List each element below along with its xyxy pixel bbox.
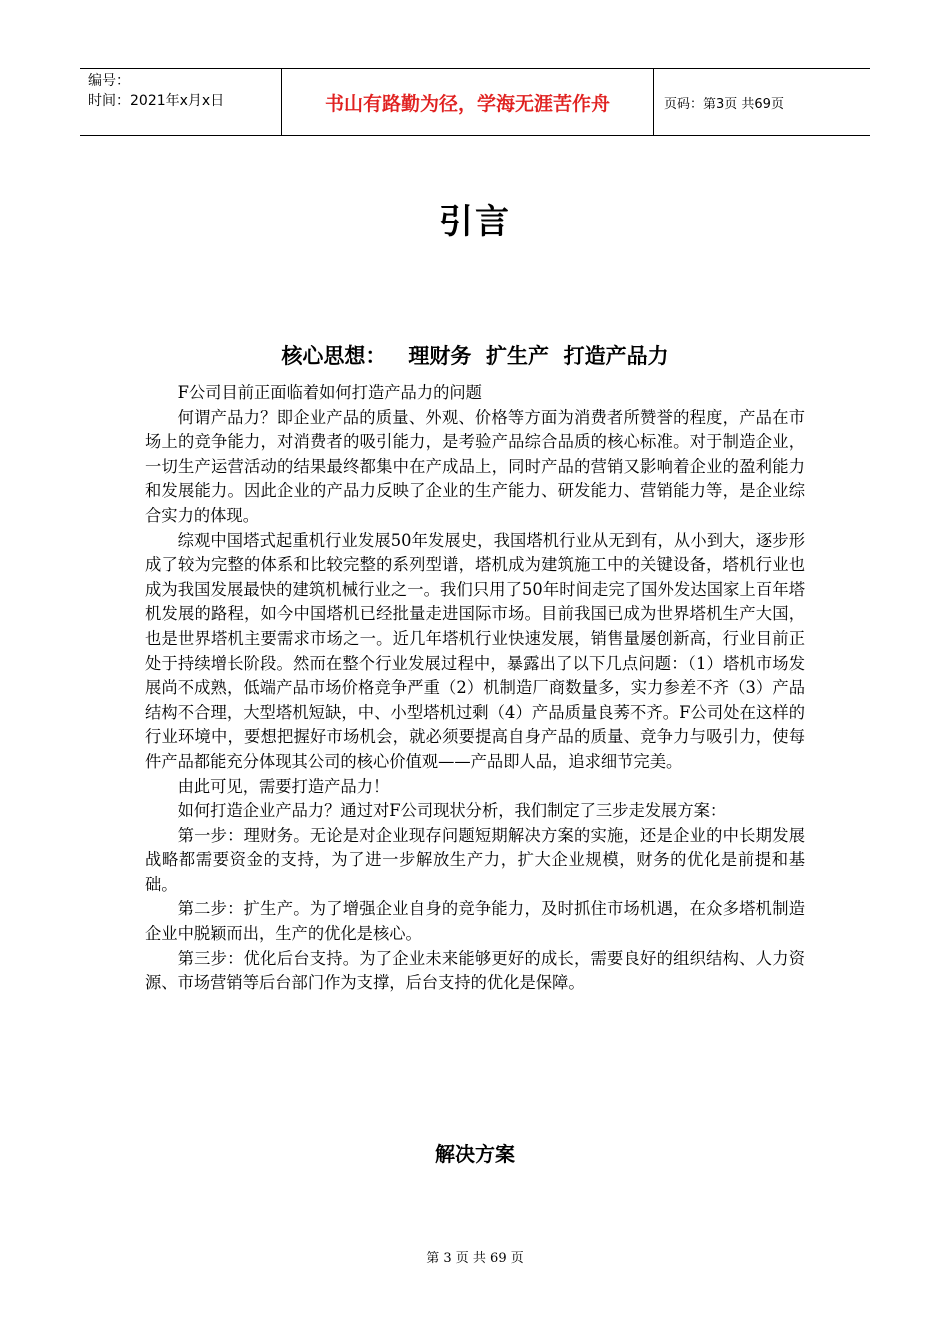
time-label: 时间：2021年x月x日 [88, 93, 225, 109]
paragraph: 何谓产品力？即企业产品的质量、外观、价格等方面为消费者所赞誉的程度，产品在市场上的竞争能力，对消费者的吸引能力，是考验产品综合品质的核心标准。对于制造企业，一切生产运营活动的结果最终都集中在产成品上，同时产品的营销又影响着企业的盈利能力和发展能力。因此企业的产品力反映了企业的生产能力、研发能力、营销能力等，是企业综合实力的体现。 [145, 407, 805, 525]
page-footer: 第 3 页 共 69 页 [426, 1251, 524, 1266]
paragraph: 第三步：优化后台支持。为了企业未来能够更好的成长，需要良好的组织结构、人力资源、市场营销等后台部门作为支撑，后台支持的优化是保障。 [145, 948, 805, 993]
paragraph: 综观中国塔式起重机行业发展50年发展史，我国塔机行业从无到有，从小到大，逐步形成了较为完整的体系和比较完整的系列型谱，塔机成为建筑施工中的关键设备，塔机行业也成为我国发展最快的建筑机械行业之一。我们只用了50年时间走完了国外发达国家上百年塔机发展的路程，如今中国塔机已经批量走进国际市场。目前我国已成为世界塔机生产大国，也是世界塔机主要需求市场之一。近几年塔机行业快速发展，销售量屡创新高，行业目前正处于持续增长阶段。然而在整个行业发展过程中，暴露出了以下几点问题：（1）塔机市场发展尚不成熟，低端产品市场价格竞争严重（2）机制造厂商数量多，实力参差不齐（3）产品结构不合理，大型塔机短缺，中、小型塔机过剩（4）产品质量良莠不齐。F公司处在这样的行业环境中，要想把握好市场机会，就必须要提高自身产品的质量、竞争力与吸引力，使每件产品都能充分体现其公司的核心价值观——产品即人品，追求细节完美。 [145, 530, 805, 771]
paragraph: F公司目前正面临着如何打造产品力的问题 [177, 383, 482, 402]
paragraph: 第一步：理财务。无论是对企业现存问题短期解决方案的实施，还是企业的中长期发展战略都需要资金的支持，为了进一步解放生产力，扩大企业规模，财务的优化是前提和基础。 [145, 825, 805, 894]
body-text [145, 381, 805, 996]
paragraph: 第二步：扩生产。为了增强企业自身的竞争能力，及时抓住市场机遇，在众多塔机制造企业中脱颖而出，生产的优化是核心。 [145, 899, 805, 944]
header-meta [80, 69, 282, 135]
solution-heading: 解决方案 [435, 1142, 515, 1166]
paragraph: 由此可见，需要打造产品力！ [177, 776, 390, 796]
header-page-code: 页码：第3页 共69页 [664, 96, 784, 112]
core-idea-heading: 核心思想： 理财务 扩生产 打造产品力 [281, 344, 669, 368]
page-title: 引言 [439, 202, 511, 242]
paragraph: 如何打造企业产品力？通过对F公司现状分析，我们制定了三步走发展方案： [177, 801, 727, 821]
number-label: 编号： [88, 73, 130, 89]
document-header [80, 68, 870, 136]
header-motto: 书山有路勤为径，学海无涯苦作舟 [282, 69, 654, 135]
